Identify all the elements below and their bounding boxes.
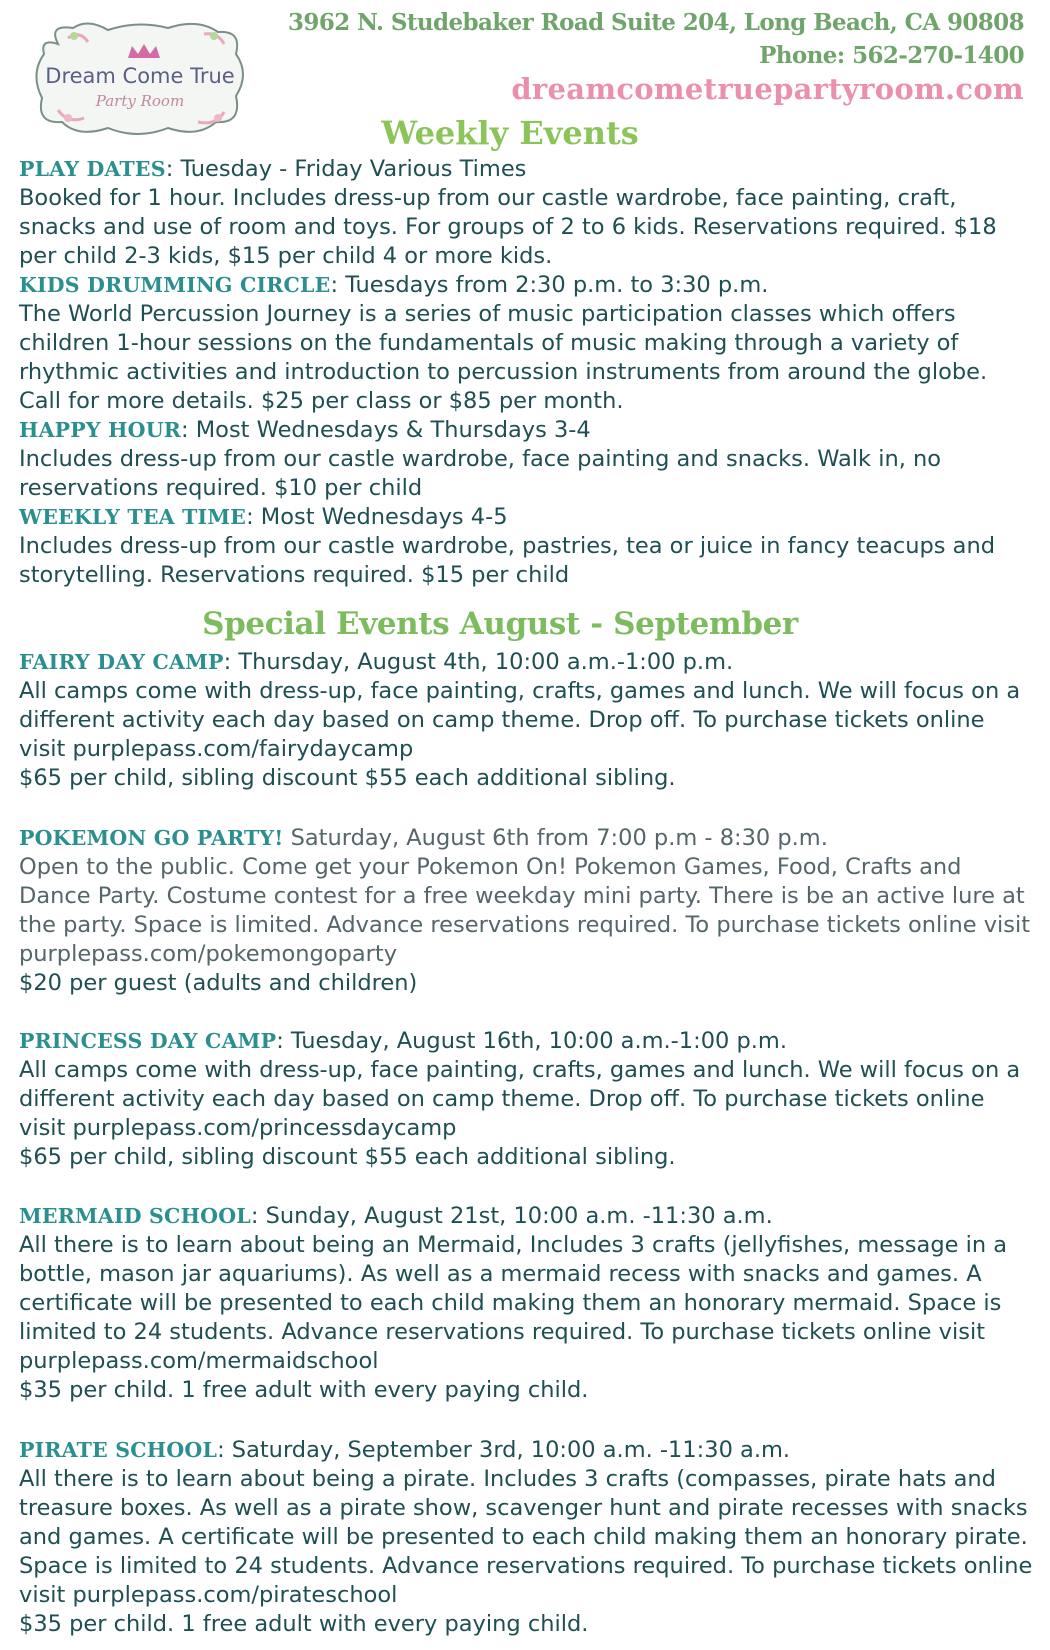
special-event-princess: [19, 1027, 1034, 1172]
event-schedule: : Thursday, August 4th, 10:00 a.m.-1:00 p.m.: [223, 649, 734, 675]
event-price: $65 per child, sibling discount $55 each additional sibling.: [19, 1144, 676, 1170]
phone-text: Phone: 562-270-1400: [759, 42, 1024, 69]
event-heading: [19, 1027, 1034, 1056]
event-heading: [19, 648, 1034, 677]
event-label: WEEKLY TEA TIME: [19, 505, 247, 529]
event-heading: [19, 503, 1034, 532]
event-label: PIRATE SCHOOL: [19, 1438, 218, 1462]
event-schedule: : Tuesday - Friday Various Times: [165, 156, 527, 182]
event-description: All there is to learn about being a pirate. Includes 3 crafts (compasses, pirate hats and treasure boxes. As well as a pirate show, scavenger hunt and pirate recesses with snacks and games. A certificate will be presented to each child making them an honorary pirate. Space is limited to 24 students. Advance reservations required. To purchase tickets online visit purplepass.com/pirateschool: [19, 1466, 1033, 1608]
event-description: Includes dress-up from our castle wardrobe, face painting and snacks. Walk in, no reservations required. $10 per child: [19, 446, 942, 501]
event-label: KIDS DRUMMING CIRCLE: [19, 273, 331, 297]
event-heading: [19, 1436, 1034, 1465]
logo-name: Dream Come True: [45, 64, 235, 88]
special-event-pokemon: [19, 824, 1034, 998]
event-description: All camps come with dress-up, face painting, crafts, games and lunch. We will focus on a different activity each day based on camp theme. Drop off. To purchase tickets online visit purplepass.com/princessdaycamp: [19, 1057, 1021, 1141]
event-description: Open to the public. Come get your Pokemon On! Pokemon Games, Food, Crafts and Dance Party. Costume contest for a free weekday mini party. There is be an active lure at the party. Space is limited. Advance reservations required. To purchase tickets online visit purplepass.com/pokemongoparty: [19, 854, 1031, 967]
event-price: $65 per child, sibling discount $55 each additional sibling.: [19, 765, 676, 791]
event-schedule: Saturday, August 6th from 7:00 p.m - 8:30 p.m.: [283, 825, 828, 851]
event-schedule: : Saturday, September 3rd, 10:00 a.m. -11:30 a.m.: [217, 1437, 791, 1463]
address-text: 3962 N. Studebaker Road Suite 204, Long Beach, CA 90808: [288, 9, 1024, 36]
special-events-title: Special Events August - September: [202, 606, 798, 642]
contact-info: [288, 6, 1024, 72]
special-event-mermaid: [19, 1202, 1034, 1405]
weekly-events-list: [19, 155, 1034, 590]
logo-subtitle: Party Room: [95, 92, 185, 110]
event-schedule: : Tuesdays from 2:30 p.m. to 3:30 p.m.: [330, 272, 769, 298]
event-description: All camps come with dress-up, face painting, crafts, games and lunch. We will focus on a different activity each day based on camp theme. Drop off. To purchase tickets online visit purplepass.com/fairydaycamp: [19, 678, 1021, 762]
website-link[interactable]: dreamcometruepartyroom.com: [511, 72, 1024, 106]
event-price: $20 per guest (adults and children): [19, 970, 418, 996]
event-label: POKEMON GO PARTY!: [19, 826, 284, 850]
event-label: MERMAID SCHOOL: [19, 1204, 251, 1228]
event-label: PRINCESS DAY CAMP: [19, 1029, 277, 1053]
event-heading: [19, 416, 1034, 445]
weekly-events-title: Weekly Events: [381, 114, 639, 152]
special-event-fairy: [19, 648, 1034, 793]
event-schedule: : Sunday, August 21st, 10:00 a.m. -11:30 a.m.: [250, 1203, 773, 1229]
event-description: Booked for 1 hour. Includes dress-up from our castle wardrobe, face painting, craft, snacks and use of room and toys. For groups of 2 to 6 kids. Reservations required. $18 per child 2-3 kids, $15 per child 4 or more kids.: [19, 185, 997, 269]
event-price: $35 per child. 1 free adult with every paying child.: [19, 1611, 589, 1637]
event-schedule: : Most Wednesdays 4-5: [246, 504, 508, 530]
event-heading: [19, 271, 1034, 300]
event-description: Includes dress-up from our castle wardrobe, pastries, tea or juice in fancy teacups and storytelling. Reservations required. $15 per child: [19, 533, 996, 588]
event-schedule: : Tuesday, August 16th, 10:00 a.m.-1:00 p.m.: [276, 1028, 787, 1054]
event-description: All there is to learn about being an Mermaid, Includes 3 crafts (jellyfishes, message in a bottle, mason jar aquariums). As well as a mermaid recess with snacks and games. A certificate will be presented to each child making them an honorary mermaid. Space is limited to 24 students. Advance reservations required. To purchase tickets online visit purplepass.com/mermaidschool: [19, 1232, 1008, 1374]
event-label: PLAY DATES: [19, 157, 166, 181]
special-event-pirate: [19, 1436, 1034, 1639]
event-label: HAPPY HOUR: [19, 418, 182, 442]
event-heading: [19, 824, 1034, 853]
event-description: The World Percussion Journey is a series of music participation classes which offers children 1-hour sessions on the fundamentals of music making through a variety of rhythmic activities and introduction to percussion instruments from around the globe. Call for more details. $25 per class or $85 per month.: [19, 301, 988, 414]
event-schedule: : Most Wednesdays & Thursdays 3-4: [181, 417, 591, 443]
event-heading: [19, 155, 1034, 184]
event-heading: [19, 1202, 1034, 1231]
event-price: $35 per child. 1 free adult with every paying child.: [19, 1377, 589, 1403]
event-label: FAIRY DAY CAMP: [19, 650, 224, 674]
